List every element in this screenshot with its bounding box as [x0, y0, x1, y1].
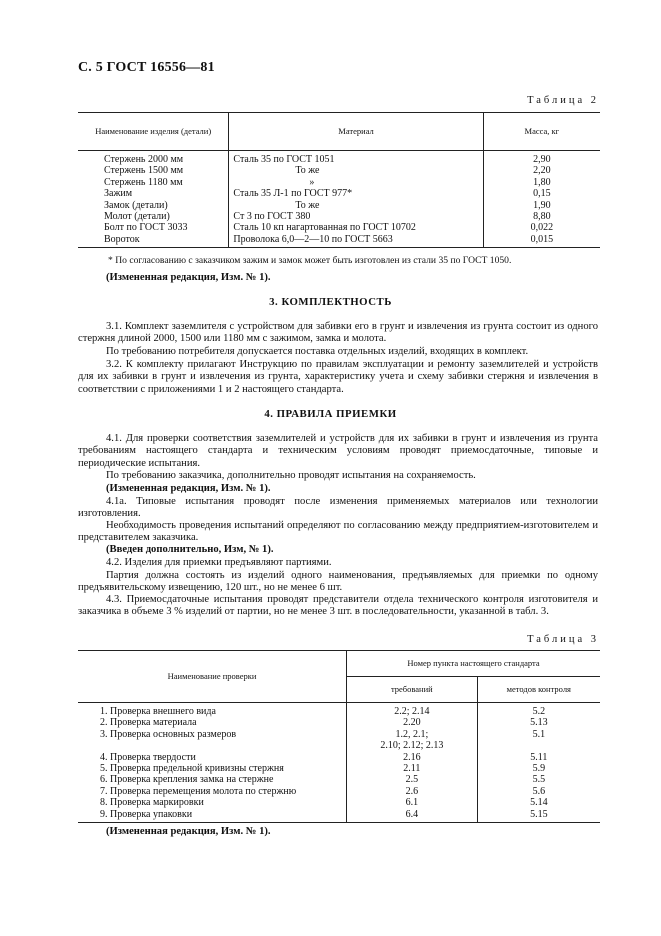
check-name-cell: 2. Проверка материала	[78, 717, 347, 728]
methods-cell: 5.11	[530, 751, 548, 763]
material-cell: Ст 3 по ГОСТ 380	[229, 211, 483, 222]
section4-title: 4. ПРАВИЛА ПРИЕМКИ	[264, 408, 397, 420]
table3	[78, 650, 600, 823]
requirements-cell: 2.11	[347, 763, 478, 774]
table2-header-mass: Масса, кг	[483, 113, 600, 151]
mass-cell: 0,15	[533, 188, 551, 200]
table3-header-name: Наименование проверки	[78, 651, 347, 703]
methods-cell: 5.5	[532, 774, 546, 786]
table-row	[78, 211, 600, 222]
item-name-cell: Стержень 1180 мм	[78, 177, 229, 188]
mass-cell: 8,80	[533, 211, 551, 223]
section3-p1: 3.1. Комплект заземлителя с устройством для забивки его в грунт и извлечения из грунта состоит из одного стержня длиной 2000, 1500 или 1180 мм с зажимом, замка и молота.	[78, 321, 598, 345]
section4-p7: 4.3. Приемосдаточные испытания проводят представители отдела технического контроля изготовителя и заказчика в объеме 3 % изделий от партии, но не менее 3 шт. в последовательности, указанной в табл. 3.	[78, 594, 598, 618]
methods-cell: 5.2	[532, 706, 546, 717]
table-row	[78, 165, 600, 176]
table-row	[78, 151, 600, 166]
table3-header-group: Номер пункта настоящего стандарта	[347, 651, 600, 677]
requirements-cell: 6.1	[347, 797, 478, 808]
section4-p3: 4.1а. Типовые испытания проводят после изменения применяемых материалов или технологии изготовления.	[78, 496, 598, 520]
requirements-cell: 2.5	[347, 774, 478, 785]
section3-title: 3. КОМПЛЕКТНОСТЬ	[269, 296, 392, 308]
item-name-cell: Замок (детали)	[78, 200, 229, 211]
methods-cell: 5.9	[532, 763, 546, 775]
check-name-cell: 3. Проверка основных размеров	[78, 729, 347, 740]
mass-cell: 0,022	[530, 222, 554, 234]
methods-cell	[477, 740, 600, 751]
table-row	[78, 786, 600, 797]
table-row	[78, 809, 600, 823]
item-name-cell: Молот (детали)	[78, 211, 229, 222]
check-name-cell: 7. Проверка перемещения молота по стержню	[78, 786, 347, 797]
mass-cell: 1,90	[533, 199, 551, 211]
table-row	[78, 200, 600, 211]
table-row	[78, 774, 600, 785]
table2-caption: Таблица 2	[527, 95, 599, 106]
table-row	[78, 729, 600, 740]
item-name-cell: Вороток	[78, 234, 229, 248]
item-name-cell: Болт по ГОСТ 3033	[78, 222, 229, 233]
section3-p2: По требованию потребителя допускается поставка отдельных изделий, входящих в комплект.	[106, 346, 529, 357]
revision-note-3: (Введен дополнительно, Изм, № 1).	[106, 544, 274, 555]
methods-cell: 5.1	[532, 728, 546, 740]
table-row	[78, 740, 600, 751]
material-cell: То же	[229, 200, 483, 211]
methods-cell: 5.15	[477, 809, 600, 823]
revision-note-1: (Измененная редакция, Изм. № 1).	[106, 272, 271, 283]
methods-cell: 5.6	[532, 785, 546, 797]
material-cell: Сталь 35 Л-1 по ГОСТ 977*	[229, 188, 483, 199]
section4-p4: Необходимость проведения испытаний определяют по согласованию между предприятием-изготовителем и представителем заказчика.	[78, 520, 598, 544]
table-row	[78, 717, 600, 728]
check-name-cell: 5. Проверка предельной кривизны стержня	[78, 763, 347, 774]
table2-footnote: * По согласованию с заказчиком зажим и замок может быть изготовлен из стали 35 по ГОСТ 1050.	[108, 255, 512, 266]
revision-note-2: (Измененная редакция, Изм. № 1).	[106, 483, 271, 494]
table-row	[78, 177, 600, 188]
table2	[78, 112, 600, 248]
section3-p3: 3.2. К комплекту прилагают Инструкцию по правилам эксплуатации и ремонту заземлителей и устройств для их забивки в грунт и извлечения из грунта, характеристику учета и схему забивки стержня и извлечения в соответствии с приложениями 1 и 2 настоящего стандарта.	[78, 359, 598, 395]
material-cell: Сталь 35 по ГОСТ 1051	[229, 151, 483, 166]
check-name-cell: 9. Проверка упаковки	[78, 809, 347, 823]
requirements-cell: 2.16	[347, 752, 478, 763]
table2-header-name: Наименование изделия (детали)	[78, 113, 229, 151]
section4-p1: 4.1. Для проверки соответствия заземлителей и устройств для их забивки в грунт и извлечения из грунта требованиям настоящего стандарта и техническим условиям проводят приемосдаточные, типовые и периодические испытания.	[78, 433, 598, 469]
section4-p6: Партия должна состоять из изделий одного наименования, предъявляемых для приемки по одному предъявительскому извещению, 120 шт., но не менее 6 шт.	[78, 570, 598, 594]
methods-cell: 5.14	[530, 797, 548, 809]
table3-header-methods: методов контроля	[477, 677, 600, 703]
mass-cell: 2,90	[533, 154, 551, 165]
table-row	[78, 752, 600, 763]
requirements-cell: 2.20	[347, 717, 478, 728]
table-row	[78, 222, 600, 233]
material-cell: Сталь 10 кп нагартованная по ГОСТ 10702	[229, 222, 483, 233]
mass-cell: 2,20	[533, 165, 551, 177]
table-row	[78, 703, 600, 718]
requirements-cell: 2.2; 2.14	[347, 703, 478, 718]
material-cell: »	[229, 177, 483, 188]
section4-p5: 4.2. Изделия для приемки предъявляют партиями.	[106, 557, 332, 568]
table-row	[78, 797, 600, 808]
table2-header-material: Материал	[229, 113, 483, 151]
requirements-cell: 6.4	[347, 809, 478, 823]
requirements-cell: 1.2, 2.1;	[347, 729, 478, 740]
table-row	[78, 234, 600, 248]
check-name-cell: 8. Проверка маркировки	[78, 797, 347, 808]
check-name-cell: 1. Проверка внешнего вида	[78, 703, 347, 718]
item-name-cell: Стержень 2000 мм	[78, 151, 229, 166]
item-name-cell: Стержень 1500 мм	[78, 165, 229, 176]
check-name-cell: 4. Проверка твердости	[78, 752, 347, 763]
mass-cell: 1,80	[533, 176, 551, 188]
revision-note-4: (Измененная редакция, Изм. № 1).	[106, 826, 271, 837]
check-name-cell	[78, 740, 347, 751]
page-header: С. 5 ГОСТ 16556—81	[78, 60, 215, 75]
methods-cell: 5.13	[530, 717, 548, 729]
item-name-cell: Зажим	[78, 188, 229, 199]
table-row	[78, 763, 600, 774]
material-cell: То же	[229, 165, 483, 176]
material-cell: Проволока 6,0—2—10 по ГОСТ 5663	[229, 234, 483, 248]
table3-caption: Таблица 3	[527, 634, 599, 645]
requirements-cell: 2.6	[347, 786, 478, 797]
table3-header-requirements: требований	[347, 677, 478, 703]
table-row	[78, 188, 600, 199]
mass-cell: 0,015	[483, 234, 600, 248]
section4-p2: По требованию заказчика, дополнительно проводят испытания на сохраняемость.	[106, 470, 476, 481]
check-name-cell: 6. Проверка крепления замка на стержне	[78, 774, 347, 785]
requirements-cell: 2.10; 2.12; 2.13	[347, 740, 478, 751]
